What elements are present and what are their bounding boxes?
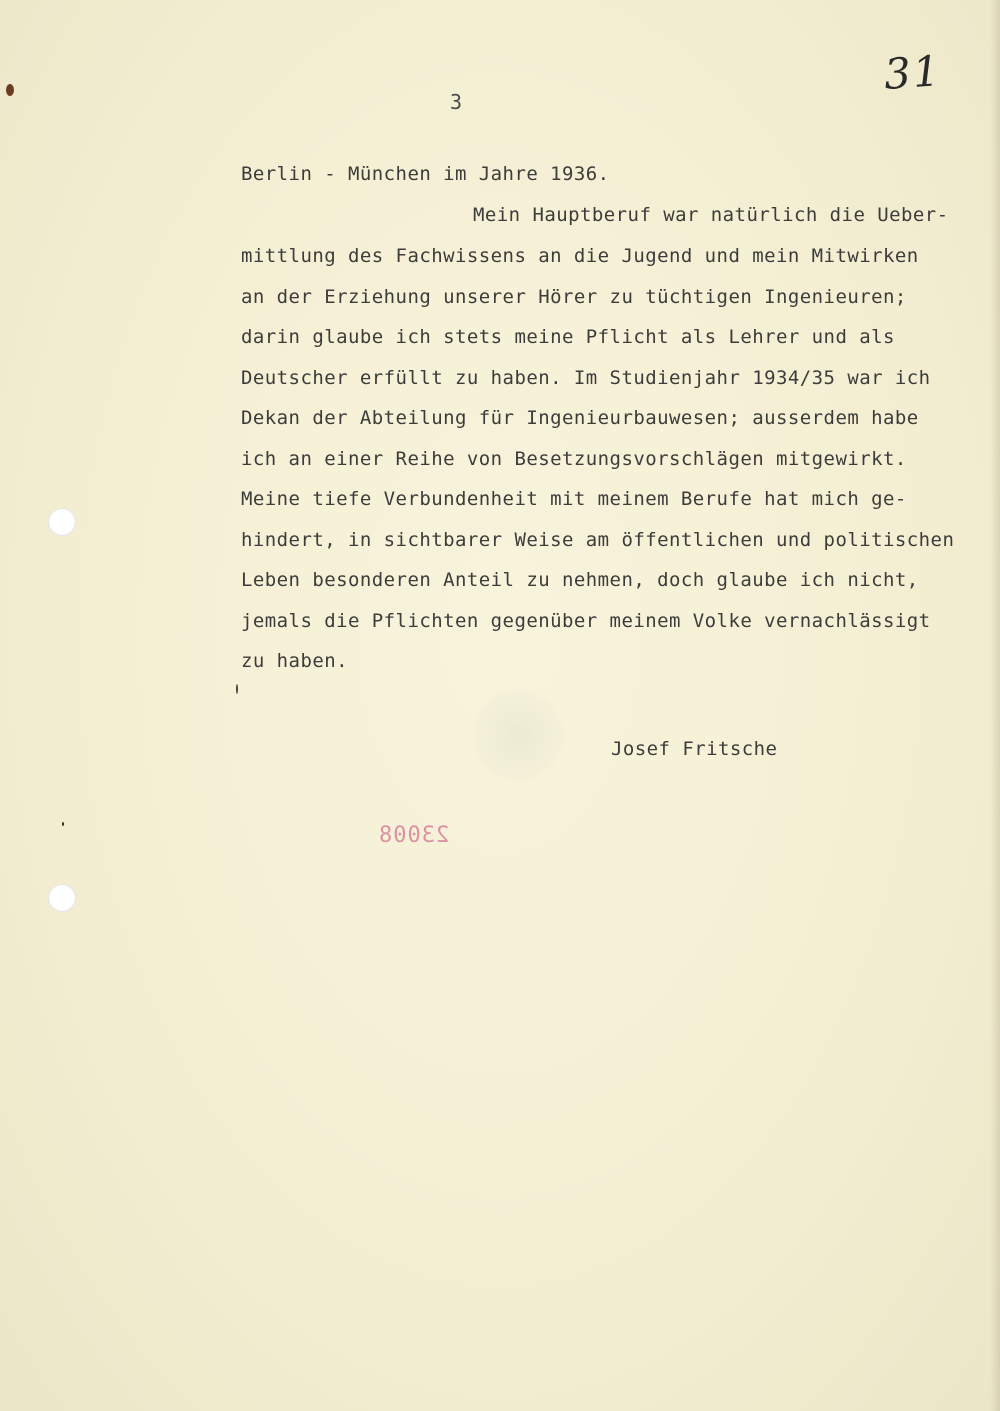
body-line: darin glaube ich stets meine Pflicht als Lehrer und als [241,326,895,348]
body-line: Mein Hauptberuf war natürlich die Ueber- [473,204,949,226]
rust-spot [6,84,14,96]
body-line: Meine tiefe Verbundenheit mit meinem Berufe hat mich ge- [241,488,907,510]
stamped-document-number: 23008 [378,823,450,848]
page-number: 3 [450,90,463,114]
signature: Josef Fritsche [611,738,778,760]
body-line: mittlung des Fachwissens an die Jugend und mein Mitwirken [241,245,919,267]
body-line: Berlin - München im Jahre 1936. [241,163,610,185]
body-line: zu haben. [241,650,349,672]
body-line: Dekan der Abteilung für Ingenieurbauwesen; ausserdem habe [241,407,919,429]
ink-speck [62,822,64,826]
ink-speck [236,684,238,694]
body-line: Leben besonderen Anteil zu nehmen, doch glaube ich nicht, [241,569,919,591]
handwritten-folio-number: 31 [882,46,944,99]
body-line: Deutscher erfüllt zu haben. Im Studienjahr 1934/35 war ich [241,367,931,389]
body-line: an der Erziehung unserer Hörer zu tüchtigen Ingenieuren; [241,286,907,308]
page-edge-shadow [990,0,1000,1411]
body-line: ich an einer Reihe von Besetzungsvorschlägen mitgewirkt. [241,448,907,470]
punch-hole-top [48,508,76,536]
punch-hole-bottom [48,884,76,912]
body-line: jemals die Pflichten gegenüber meinem Volke vernachlässigt [241,610,931,632]
body-line: hindert, in sichtbarer Weise am öffentlichen und politischen [241,529,955,551]
faded-seal-impression [468,690,568,780]
